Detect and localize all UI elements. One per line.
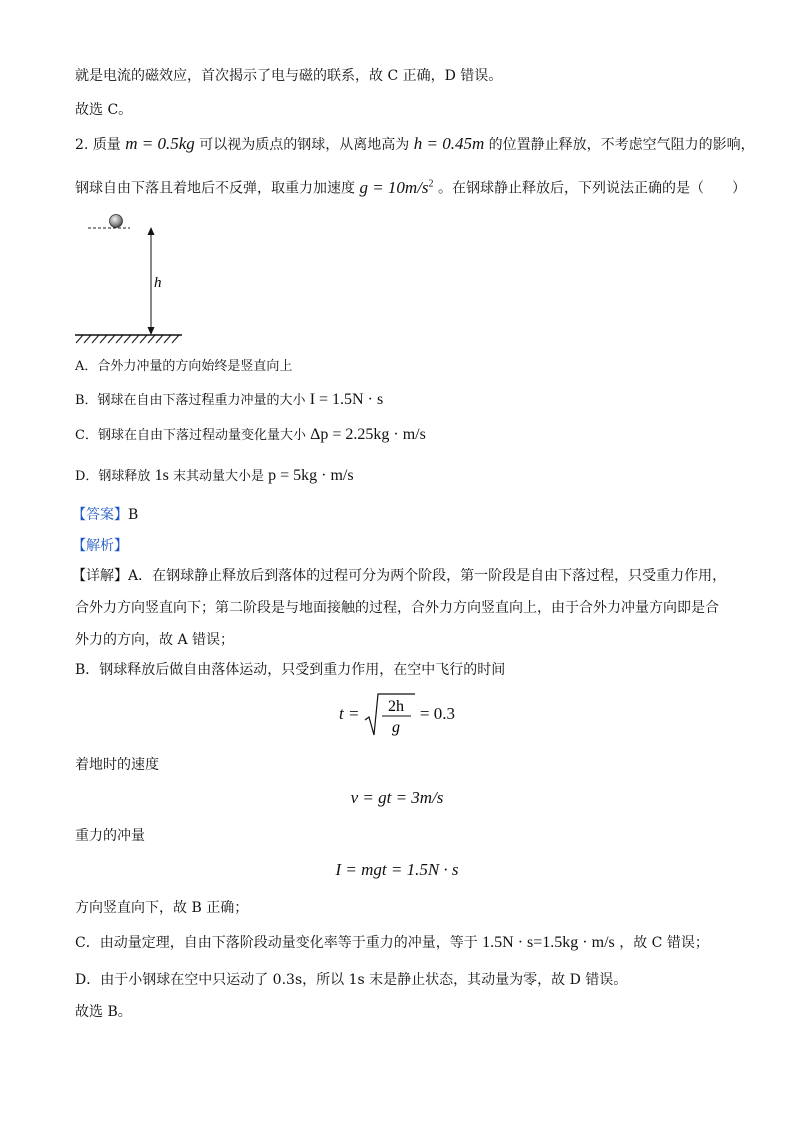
momentum-expression: p = 5kg · m/s bbox=[268, 467, 354, 484]
impulse-equation: I = mgt = 1.5N · s bbox=[335, 860, 459, 879]
detail-tag: 【详解】 bbox=[72, 568, 128, 584]
question-text-e: 。在钢球静止释放后，下列说法正确的是（ ） bbox=[438, 180, 746, 197]
option-d: D．钢球释放 1s 末其动量大小是 p = 5kg · m/s bbox=[75, 467, 354, 484]
detail-d-line: D．由于小钢球在空中只运动了 0.3s，所以 1s 末是静止状态，其动量为零，故 D 错误。 bbox=[75, 972, 628, 988]
detail-b-line2: 着地时的速度 bbox=[75, 757, 159, 773]
height-label: h bbox=[154, 275, 162, 291]
question-text-d: 钢球自由下落且着地后不反弹，取重力加速度 bbox=[75, 180, 355, 197]
question-stem-line2 bbox=[75, 174, 746, 199]
option-c: C．钢球在自由下落过程动量变化量大小 Δp = 2.25kg · m/s bbox=[75, 426, 426, 443]
answer-value: B bbox=[128, 507, 139, 523]
fraction-numerator: 2h bbox=[387, 698, 404, 715]
impulse-expression: I = 1.5N · s bbox=[309, 391, 384, 408]
detail-a-line1: 【详解】A．在钢球静止释放后到落体的过程可分为两个阶段，第一阶段是自由下落过程，只受重力作用， bbox=[72, 568, 727, 584]
sqrt-expression bbox=[364, 692, 416, 738]
ground-hatching bbox=[76, 335, 179, 343]
time-equation: t = 2h g = 0.3 bbox=[0, 692, 794, 738]
answer-tag: 【答案】 bbox=[72, 507, 128, 523]
detail-a-line3: 外力的方向，故 A 错误； bbox=[75, 632, 235, 648]
height-expression: h = 0.45m bbox=[413, 134, 485, 153]
height-arrow-bottom-head bbox=[148, 327, 155, 335]
option-a: A．合外力冲量的方向始终是竖直向上 bbox=[75, 359, 293, 374]
velocity-equation: v = gt = 3m/s bbox=[350, 788, 444, 807]
question-number: 2. bbox=[75, 137, 89, 153]
drop-figure bbox=[70, 205, 190, 345]
question-stem-line1 bbox=[75, 134, 755, 155]
continuation-text: 就是电流的磁效应，首次揭示了电与磁的联系，故 C 正确，D 错误。 bbox=[75, 68, 503, 84]
answer-line bbox=[72, 505, 138, 525]
final-answer: 故选 B。 bbox=[75, 1004, 132, 1020]
detail-b-line3: 重力的冲量 bbox=[75, 828, 145, 844]
fraction-denominator: g bbox=[391, 719, 400, 736]
detail-b-line1: B．钢球释放后做自由落体运动，只受到重力作用，在空中飞行的时间 bbox=[75, 662, 506, 678]
height-arrow-top-head bbox=[148, 227, 155, 235]
conclusion-text: 故选 C。 bbox=[75, 102, 133, 118]
detail-b-line4: 方向竖直向下，故 B 正确； bbox=[75, 900, 249, 916]
mass-expression: m = 0.5kg bbox=[125, 134, 195, 153]
momentum-change-expression: Δp = 2.25kg · m/s bbox=[310, 426, 426, 443]
analysis-tag: 【解析】 bbox=[72, 538, 128, 554]
gravity-expression: $g = 10m/s^2$ bbox=[359, 177, 434, 197]
momentum-theorem-expression: 1.5N · s=1.5kg · m/s bbox=[482, 934, 615, 951]
detail-a-line2: 合外力方向竖直向下；第二阶段是与地面接触的过程，合外力方向竖直向上，由于合外力冲量方向即是合 bbox=[75, 600, 719, 616]
question-text-b: 可以视为质点的钢球，从离地高为 bbox=[199, 137, 410, 153]
question-text-c: 的位置静止释放，不考虑空气阻力的影响， bbox=[488, 137, 755, 153]
question-text-a: 质量 bbox=[92, 137, 121, 153]
option-b: B．钢球在自由下落过程重力冲量的大小 I = 1.5N · s bbox=[75, 391, 384, 408]
analysis-line bbox=[72, 536, 128, 556]
detail-c-line: C．由动量定理，自由下落阶段动量变化率等于重力的冲量，等于 1.5N · s=1.5kg · m/s ，故 C 错误； bbox=[75, 934, 709, 951]
steel-ball bbox=[110, 215, 123, 228]
